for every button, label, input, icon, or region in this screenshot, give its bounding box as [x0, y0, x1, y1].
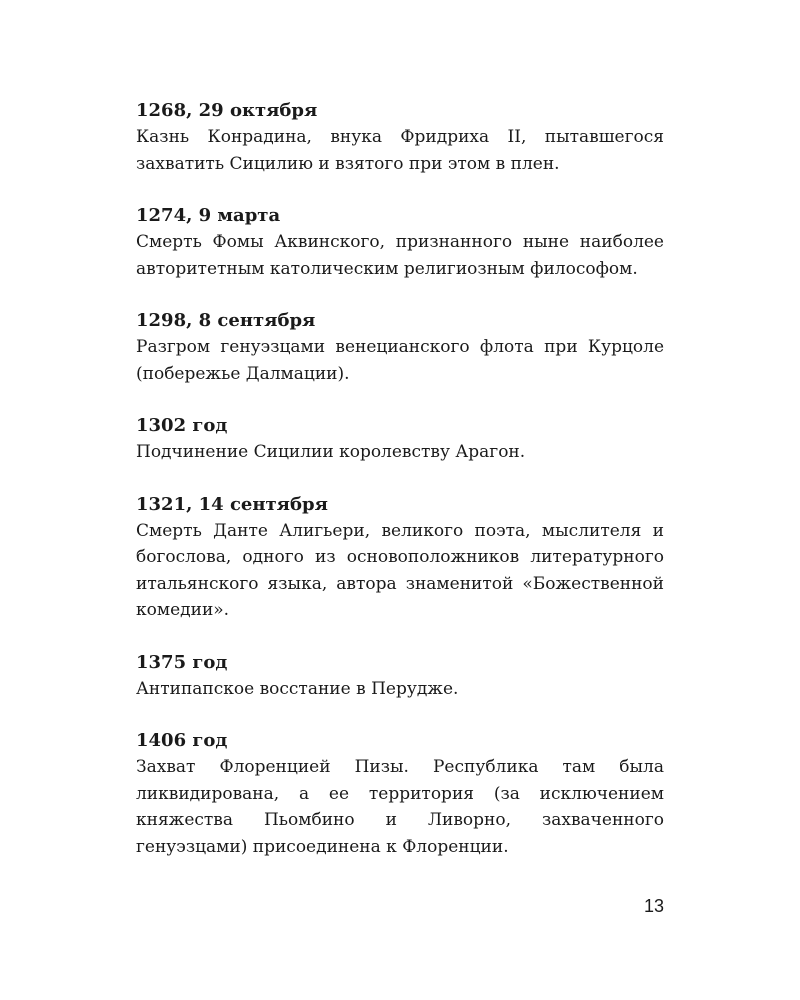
page-number: 13 [643, 896, 664, 916]
entry-text: Захват Флоренцией Пизы. Республика там была ликвидирована, а ее территория (за исключением княжества Пьомбино и Ливорно, захваченного генуэзцами) присоединена к Флоренции. [136, 757, 664, 857]
entry-date: 1321, 14 сентября [136, 493, 328, 515]
entry-text: Разгром генуэзцами венецианского флота при Курцоле (побережье Далмации). [136, 337, 664, 384]
entry-date: 1274, 9 марта [136, 205, 281, 226]
entry-date: 1268, 29 октября [136, 100, 318, 121]
timeline-entry [136, 492, 664, 624]
entry-text: Антипапское восстание в Перудже. [136, 678, 459, 699]
entry-date: 1302 год [136, 415, 228, 436]
timeline-entry [136, 98, 664, 177]
timeline-entry [136, 650, 664, 703]
entry-text: Смерть Фомы Аквинского, признанного ныне наиболее авторитетным католическим религиозным философом. [136, 232, 664, 279]
entry-date: 1298, 8 сентября [136, 310, 316, 331]
entry-date: 1375 год [136, 651, 228, 673]
entry-text: Подчинение Сицилии королевству Арагон. [136, 442, 526, 462]
timeline-entry [136, 308, 664, 387]
timeline-entry [136, 413, 664, 466]
entry-date: 1406 год [136, 730, 228, 751]
timeline-entry [136, 728, 664, 860]
entry-text: Смерть Данте Алигьери, великого поэта, мыслителя и богослова, одного из основоположников литературного итальянского языка, автора знаменитой «Божественной комедии». [136, 520, 664, 620]
page-body [136, 98, 664, 886]
timeline-entry [136, 203, 664, 282]
entry-text: Казнь Конрадина, внука Фридриха II, пытавшегося захватить Сицилию и взятого при этом в плен. [136, 127, 664, 174]
